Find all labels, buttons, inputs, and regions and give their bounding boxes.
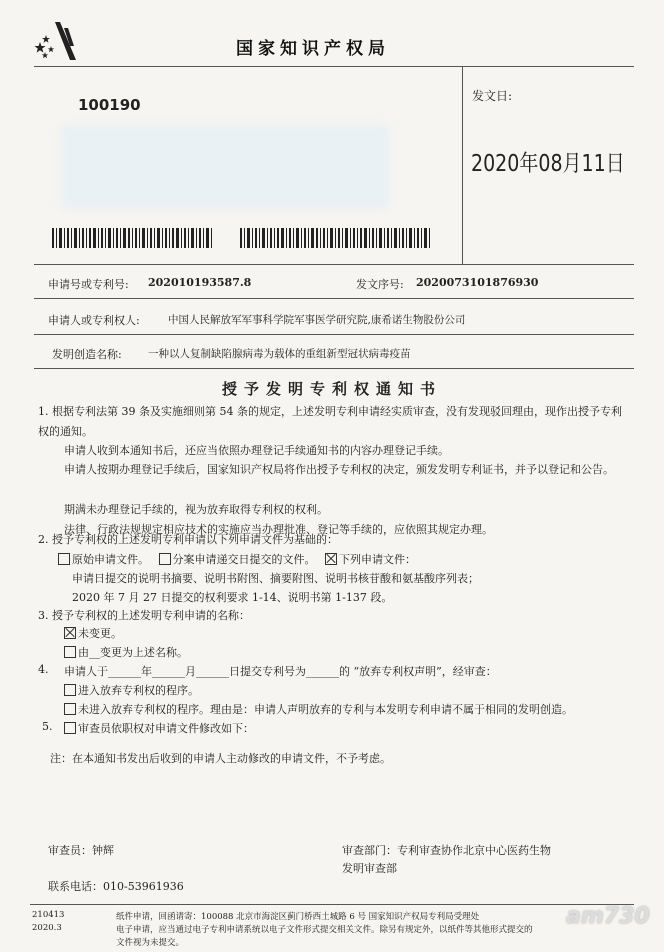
applicant-label: 申请人或专利权人: [48, 314, 140, 327]
checkbox-following-files[interactable] [325, 553, 337, 565]
item2-option1-label: 原始申请文件。 [72, 553, 149, 566]
item3-option2-label: 由__变更为上述名称。 [78, 646, 188, 659]
dispatch-date-label: 发文日: [472, 89, 513, 103]
item3-option1-label: 未变更。 [78, 627, 122, 640]
checkbox-examiner-amendment[interactable] [64, 722, 76, 734]
document-serial-label: 发文序号: [356, 278, 404, 291]
organization-title: 国家知识产权局 [236, 39, 390, 59]
redacted-address [60, 124, 390, 210]
paragraph-2: 申请人收到本通知书后，还应当依照办理登记手续通知书的内容办理登记手续。 [64, 444, 449, 457]
document-serial-value: 2020073101876930 [416, 276, 539, 289]
item2-detail-2: 2020 年 7 月 27 日提交的权利要求 1-14、说明书第 1-137 段。 [72, 591, 393, 604]
checkbox-divisional-files[interactable] [159, 553, 171, 565]
application-number-value: 202010193587.8 [148, 276, 252, 289]
item4-option2-label: 未进入放弃专利权的程序。理由是：申请人声明放弃的专利与本发明专利申请不属于相同的发明创造。 [78, 703, 573, 716]
footer-code-2: 2020.3 [32, 923, 62, 933]
footer-code-1: 210413 [32, 910, 65, 920]
item4-option1-label: 进入放弃专利权的程序。 [78, 684, 199, 697]
checkbox-name-changed[interactable] [64, 646, 76, 658]
item5-number: 5. [42, 720, 53, 733]
item4-option2-row [64, 701, 573, 717]
watermark: am730 [566, 904, 650, 929]
application-number-label: 申请号或专利号: [48, 278, 129, 291]
checkbox-not-enter-abandon[interactable] [64, 703, 76, 715]
item2-option3-label: 下列申请文件： [339, 553, 416, 566]
postal-code: 100190 [78, 96, 141, 114]
header-divider [34, 66, 634, 67]
row-divider [34, 298, 634, 299]
examiner: 审查员：钟辉 [48, 844, 114, 857]
footer-line-1: 纸件申请，回函请寄：100088 北京市海淀区蓟门桥西土城路 6 号 国家知识产权局专利局受理处 [116, 912, 480, 922]
checkbox-original-files[interactable] [58, 553, 70, 565]
invention-value: 一种以人复制缺陷腺病毒为载体的重组新型冠状病毒疫苗 [148, 348, 411, 360]
notice-title: 授予发明专利权通知书 [221, 380, 442, 398]
row-divider [34, 334, 634, 335]
footer-line-2: 电子申请，应当通过电子专利申请系统以电子文件形式提交相关文件。除另有规定外，以纸件等其他形式提交的 [116, 925, 533, 935]
info-top-divider [34, 264, 634, 265]
item5-option-label: 审查员依职权对申请文件修改如下： [78, 722, 254, 735]
item2-options-row [58, 551, 416, 567]
footer-line-3: 文件视为未提交。 [116, 938, 185, 948]
department: 审查部门：专利审查协作北京中心医药生物 [342, 844, 551, 857]
item3-option1-row [64, 625, 122, 641]
dispatch-date-value: 2020年08月11日 [471, 150, 625, 178]
item3-intro: 3. 授予专利权的上述发明专利申请的名称： [38, 609, 250, 622]
applicant-value: 中国人民解放军军事科学院军事医学研究院,康希诺生物股份公司 [168, 314, 466, 326]
paragraph-4: 期满未办理登记手续的，视为放弃取得专利权的权利。 [64, 503, 328, 516]
cnipa-logo-icon [34, 18, 78, 62]
item4-option1-row [64, 682, 199, 698]
department-line-2: 发明审查部 [342, 862, 397, 875]
paragraph-1: 1. 根据专利法第 39 条及实施细则第 54 条的规定，上述发明专利申请经实质审查，没有发现驳回理由，现作出授予专利权的通知。 [38, 405, 622, 438]
barcode-right [240, 228, 430, 248]
item5-row [64, 720, 254, 736]
item2-option2-label: 分案申请递交日提交的文件。 [172, 553, 316, 566]
invention-label: 发明创造名称: [52, 348, 122, 361]
item2-intro: 2. 授予专利权的上述发明专利申请以下列申请文件为基础的： [38, 533, 338, 546]
row-divider [34, 368, 634, 369]
date-box-divider [462, 66, 463, 264]
item2-detail-1: 申请日提交的说明书摘要、说明书附图、摘要附图、说明书核苷酸和氨基酸序列表； [72, 572, 479, 585]
paragraph-5: 法律、行政法规规定相应技术的实施应当办理批准、登记等手续的，应依照其规定办理。 [64, 523, 493, 536]
footer-divider [30, 904, 634, 905]
contact-phone: 联系电话：010-53961936 [48, 880, 184, 893]
note: 注：在本通知书发出后收到的申请人主动修改的申请文件，不予考虑。 [50, 752, 391, 765]
item3-option2-row [64, 644, 188, 660]
checkbox-enter-abandon[interactable] [64, 684, 76, 696]
barcode-left [52, 228, 212, 248]
checkbox-name-unchanged[interactable] [64, 627, 76, 639]
paragraph-3: 申请人按期办理登记手续后，国家知识产权局将作出授予专利权的决定，颁发发明专利证书，并予以登记和公告。 [64, 463, 614, 476]
item4-number: 4. [38, 663, 49, 676]
item4-text: 申请人于______年______月______日提交专利号为______的 “放弃专利权声明”，经审查： [64, 665, 497, 678]
